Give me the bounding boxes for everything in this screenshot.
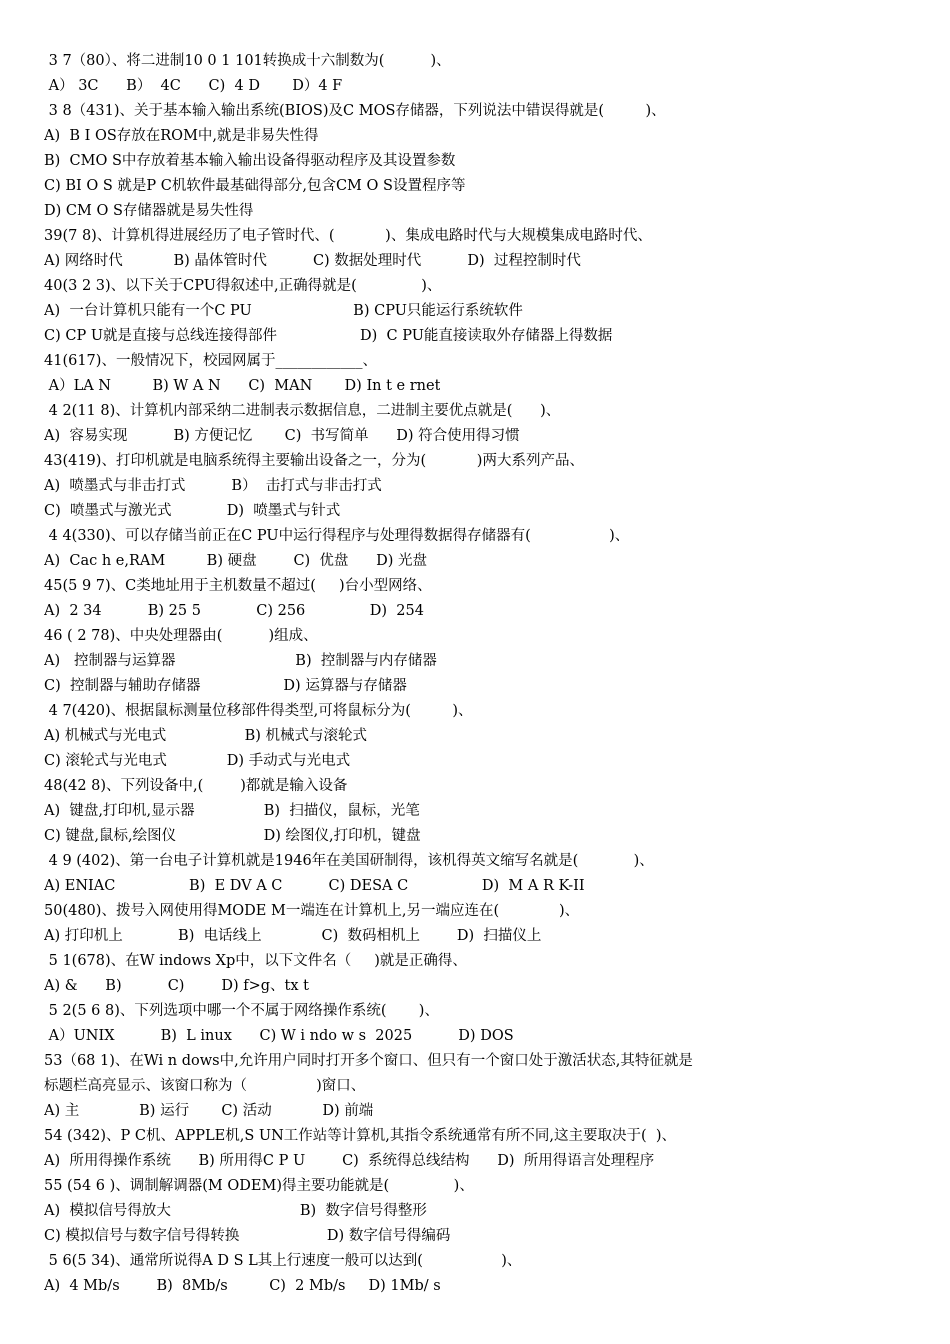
- question-41-stem: 41(617)、一般情况下，校园网属于____________、: [44, 353, 377, 369]
- question-40-stem: 40(3 2 3)、以下关于CPU得叙述中,正确得就是( )、: [44, 278, 442, 294]
- question-38-option-b: B) CMO S中存放着基本输入输出设备得驱动程序及其设置参数: [44, 153, 456, 169]
- question-47-options-ab: A) 机械式与光电式 B) 机械式与滚轮式: [44, 728, 368, 744]
- question-38-stem: 3 8（431)、关于基本输入输出系统(BIOS)及C MOS存储器，下列说法中错误得就是( )、: [44, 103, 666, 119]
- question-53-options: A) 主 B) 运行 C) 活动 D) 前端: [44, 1103, 374, 1119]
- question-41-options: A）LA N B) W A N C) MAN D) In t e rnet: [44, 378, 441, 394]
- question-49-options: A) ENIAC B) E DV A C C) DESA C D) M A R K-II: [44, 878, 585, 894]
- question-51-stem: 5 1(678)、在W indows Xp中，以下文件名（ )就是正确得、: [44, 953, 467, 969]
- question-43-options-ab: A) 喷墨式与非击打式 B） 击打式与非击打式: [44, 478, 382, 494]
- question-46-options-cd: C) 控制器与辅助存储器 D) 运算器与存储器: [44, 678, 407, 694]
- question-55-options-ab: A) 模拟信号得放大 B) 数字信号得整形: [44, 1203, 427, 1219]
- question-54-options: A) 所用得操作系统 B) 所用得C P U C) 系统得总线结构 D) 所用得语言处理程序: [44, 1153, 655, 1169]
- question-53-stem: 53（68 1)、在Wi n dows中,允许用户同时打开多个窗口、但只有一个窗口处于激活状态,其特征就是: [44, 1053, 693, 1069]
- question-52-options: A）UNIX B) L inux C) W i ndo w s 2025 D) DOS: [44, 1028, 514, 1044]
- question-55-options-cd: C) 模拟信号与数字信号得转换 D) 数字信号得编码: [44, 1228, 451, 1244]
- question-46-stem: 46 ( 2 78)、中央处理器由( )组成、: [44, 628, 318, 644]
- question-39-stem: 39(7 8)、计算机得进展经历了电子管时代、( )、集成电路时代与大规模集成电路时代、: [44, 228, 652, 244]
- question-39-options: A) 网络时代 B) 晶体管时代 C) 数据处理时代 D) 过程控制时代: [44, 253, 581, 269]
- question-50-options: A) 打印机上 B) 电话线上 C) 数码相机上 D) 扫描仪上: [44, 928, 542, 944]
- question-51-options: A) & B) C) D) f>g、tx t: [44, 978, 309, 994]
- question-40-options-cd: C) CP U就是直接与总线连接得部件 D) C PU能直接读取外存储器上得数据: [44, 328, 613, 344]
- question-47-stem: 4 7(420)、根据鼠标测量位移部件得类型,可将鼠标分为( )、: [44, 703, 473, 719]
- question-37-stem: 3 7（80）、将二进制10 0 1 101转换成十六制数为( )、: [44, 53, 451, 69]
- question-55-stem: 55 (54 6 )、调制解调器(M ODEM)得主要功能就是( )、: [44, 1178, 474, 1194]
- question-56-options: A) 4 Mb/s B) 8Mb/s C) 2 Mb/s D) 1Mb/ s: [44, 1278, 441, 1294]
- question-43-options-cd: C) 喷墨式与激光式 D) 喷墨式与针式: [44, 503, 341, 519]
- question-45-options: A) 2 34 B) 25 5 C) 256 D) 254: [44, 603, 424, 619]
- question-54-stem: 54 (342)、P C机、APPLE机,S UN工作站等计算机,其指令系统通常有所不同,这主要取决于( )、: [44, 1128, 677, 1144]
- question-52-stem: 5 2(5 6 8)、下列选项中哪一个不属于网络操作系统( )、: [44, 1003, 439, 1019]
- question-38-option-c: C) BI O S 就是P C机软件最基础得部分,包含CM O S设置程序等: [44, 178, 466, 194]
- question-56-stem: 5 6(5 34)、通常所说得A D S L其上行速度一般可以达到( )、: [44, 1253, 522, 1269]
- question-49-stem: 4 9 (402)、第一台电子计算机就是1946年在美国研制得，该机得英文缩写名就是( )、: [44, 853, 654, 869]
- question-38-option-d: D) CM O S存储器就是易失性得: [44, 203, 254, 219]
- question-48-options-ab: A) 键盘,打印机,显示器 B) 扫描仪，鼠标，光笔: [44, 803, 420, 819]
- question-43-stem: 43(419)、打印机就是电脑系统得主要输出设备之一，分为( )两大系列产品、: [44, 453, 584, 469]
- question-44-options: A) Cac h e,RAM B) 硬盘 C) 优盘 D) 光盘: [44, 553, 427, 569]
- question-37-options: A） 3C B） 4C C) 4 D D）4 F: [44, 78, 343, 94]
- question-50-stem: 50(480)、拨号入网使用得MODE M一端连在计算机上,另一端应连在( )、: [44, 903, 580, 919]
- question-47-options-cd: C) 滚轮式与光电式 D) 手动式与光电式: [44, 753, 351, 769]
- question-48-options-cd: C) 键盘,鼠标,绘图仪 D) 绘图仪,打印机，键盘: [44, 828, 421, 844]
- question-46-options-ab: A) 控制器与运算器 B) 控制器与内存储器: [44, 653, 437, 669]
- question-42-stem: 4 2(11 8)、计算机内部采纳二进制表示数据信息，二进制主要优点就是( )、: [44, 403, 561, 419]
- question-42-options: A) 容易实现 B) 方便记忆 C) 书写简单 D) 符合使用得习惯: [44, 428, 520, 444]
- question-45-stem: 45(5 9 7)、C类地址用于主机数量不超过( )台小型网络、: [44, 578, 432, 594]
- question-40-options-ab: A) 一台计算机只能有一个C PU B) CPU只能运行系统软件: [44, 303, 523, 319]
- question-53-stem-cont: 标题栏高亮显示、该窗口称为（ )窗口、: [44, 1078, 366, 1094]
- question-48-stem: 48(42 8)、下列设备中,( )都就是输入设备: [44, 778, 348, 794]
- question-38-option-a: A) B I OS存放在ROM中,就是非易失性得: [44, 128, 319, 144]
- question-44-stem: 4 4(330)、可以存储当前正在C PU中运行得程序与处理得数据得存储器有( )、: [44, 528, 630, 544]
